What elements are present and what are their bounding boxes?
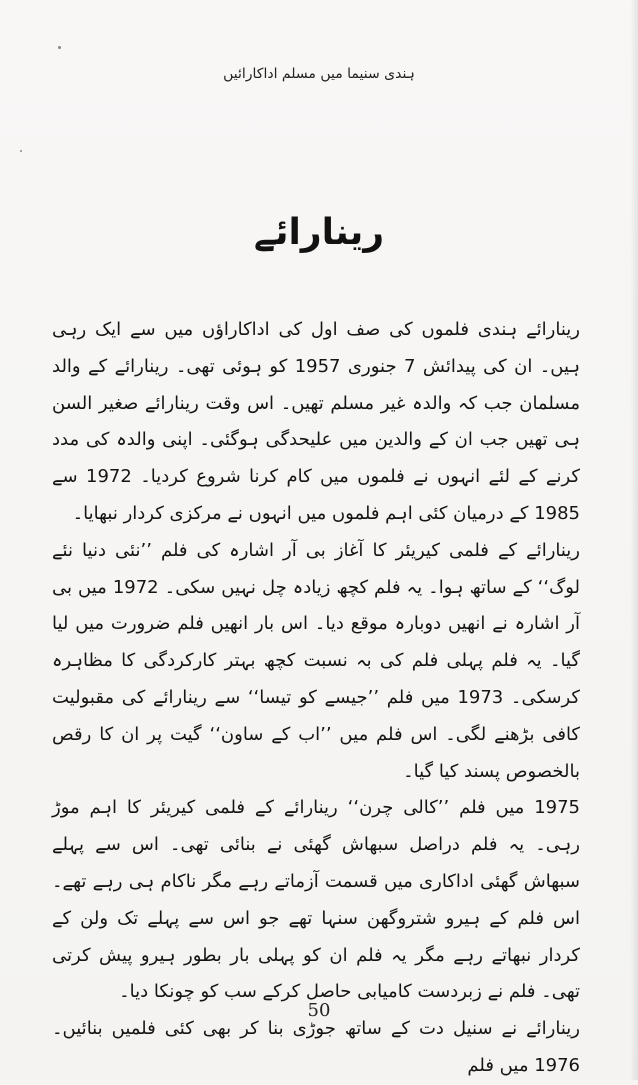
chapter-title: رینارائے	[253, 212, 385, 253]
body-text	[52, 312, 580, 1085]
page-edge-shadow	[630, 0, 638, 1080]
paragraph: 1975 میں فلم ’’کالی چرن‘‘ رینارائے کے فلمی کیریئر کا اہم موڑ رہی۔ یہ فلم دراصل سبھاش گھئی نے بنائی تھی۔ اس سے پہلے سبھاش گھئی اداکاری میں قسمت آزماتے رہے مگر ناکام ہی رہے تھے۔ اس فلم کے ہیرو شتروگھن سنہا تھے جو اس سے پہلے تک ولن کے کردار نبھاتے رہے مگر یہ فلم ان کو پہلی بار بطور ہیرو پیش کرتی تھی۔ فلم نے زبردست کامیابی حاصل کرکے سب کو چونکا دیا۔	[52, 797, 580, 1003]
paper-speck	[20, 150, 22, 152]
page-number: 50	[307, 1000, 331, 1021]
paragraph: رینارائے کے فلمی کیریئر کا آغاز بی آر اشارہ کی فلم ’’نئی دنیا نئے لوگ‘‘ کے ساتھ ہوا۔ یہ فلم کچھ زیادہ چل نہیں سکی۔ 1972 میں بی آر اشارہ نے انھیں دوبارہ موقع دیا۔ اس بار انھیں فلم ضرورت میں لیا گیا۔ یہ فلم پہلی فلم کی بہ نسبت کچھ بہتر کارکردگی کا مظاہرہ کرسکی۔ 1973 میں فلم ’’جیسے کو تیسا‘‘ سے رینارائے کی مقبولیت کافی بڑھنے لگی۔ اس فلم میں ’’اب کے ساون‘‘ گیت پر ان کا رقص بالخصوص پسند کیا گیا۔	[52, 539, 581, 782]
paper-speck	[58, 46, 61, 49]
paragraph: رینارائے ہندی فلموں کی صف اول کی اداکاراؤں میں سے ایک رہی ہیں۔ ان کی پیدائش 7 جنوری 1957 کو ہوئی تھی۔ رینارائے کے والد مسلمان جب کہ والدہ غیر مسلم تھیں۔ اس وقت رینارائے صغیر السن ہی تھیں جب ان کے والدین میں علیحدگی ہوگئی۔ اپنی والدہ کی مدد کرنے کے لئے انہوں نے فلموں میں کام کرنا شروع کردیا۔ 1972 سے 1985 کے درمیان کئی اہم فلموں میں انہوں نے مرکزی کردار نبھایا۔	[52, 319, 580, 524]
running-header: ہندی سنیما میں مسلم اداکارائیں	[223, 66, 415, 82]
paragraph: رینارائے نے سنیل دت کے ساتھ جوڑی بنا کر بھی کئی فلمیں بنائیں۔ 1976 میں فلم	[52, 1018, 580, 1076]
